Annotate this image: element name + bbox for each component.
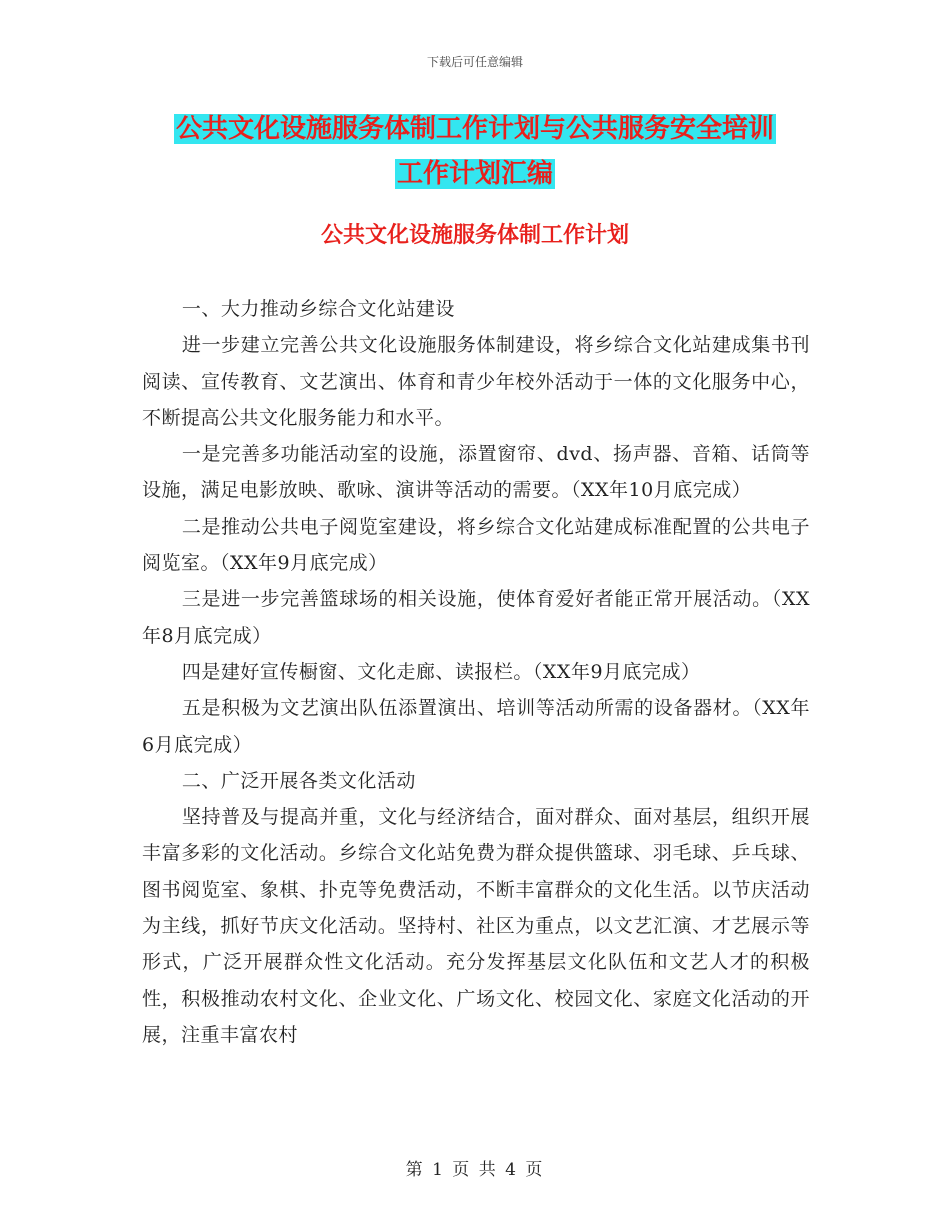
paragraph: 五是积极为文艺演出队伍添置演出、培训等活动所需的设备器材。（XX年6月底完成） — [142, 697, 810, 756]
heading-2: 二、广泛开展各类文化活动 — [181, 769, 416, 792]
document-body — [142, 291, 810, 1053]
paragraph: 四是建好宣传橱窗、文化走廊、读报栏。（XX年9月底完成） — [181, 660, 701, 683]
paragraph: 三是进一步完善篮球场的相关设施，使体育爱好者能正常开展活动。（XX年8月底完成） — [142, 588, 810, 647]
paragraph: 坚持普及与提高并重，文化与经济结合，面对群众、面对基层，组织开展丰富多彩的文化活动。乡综合文化站免费为群众提供篮球、羽毛球、乒乓球、图书阅览室、象棋、扑克等免费活动，不断丰富群众的文化生活。以节庆活动为主线，抓好节庆文化活动。坚持村、社区为重点，以文艺汇演、才艺展示等形式，广泛开展群众性文化活动。充分发挥基层文化队伍和文艺人才的积极性，积极推动农村文化、企业文化、广场文化、校园文化、家庭文化活动的开展，注重丰富农村 — [142, 806, 810, 1046]
paragraph: 二是推动公共电子阅览室建设，将乡综合文化站建成标准配置的公共电子阅览室。（XX年9月底完成） — [142, 515, 810, 575]
document-title-line-2 — [0, 154, 950, 194]
page-number: 第 1 页 共 4 页 — [405, 1160, 545, 1180]
header-note: 下载后可任意编辑 — [426, 55, 523, 69]
heading-1: 一、大力推动乡综合文化站建设 — [181, 298, 455, 320]
paragraph: 进一步建立完善公共文化设施服务体制建设，将乡综合文化站建成集书刊阅读、宣传教育、文艺演出、体育和青少年校外活动于一体的文化服务中心，不断提高公共文化服务能力和水平。 — [142, 334, 810, 429]
document-title-line-1 — [0, 109, 950, 149]
section-title: 公共文化设施服务体制工作计划 — [320, 223, 629, 248]
title-highlight-2: 工作计划汇编 — [396, 159, 553, 189]
title-highlight-1: 公共文化设施服务体制工作计划与公共服务安全培训 — [175, 114, 774, 144]
paragraph: 一是完善多功能活动室的设施，添置窗帘、dvd、扬声器、音箱、话筒等设施，满足电影放映、歌咏、演讲等活动的需要。（XX年10月底完成） — [142, 443, 810, 502]
